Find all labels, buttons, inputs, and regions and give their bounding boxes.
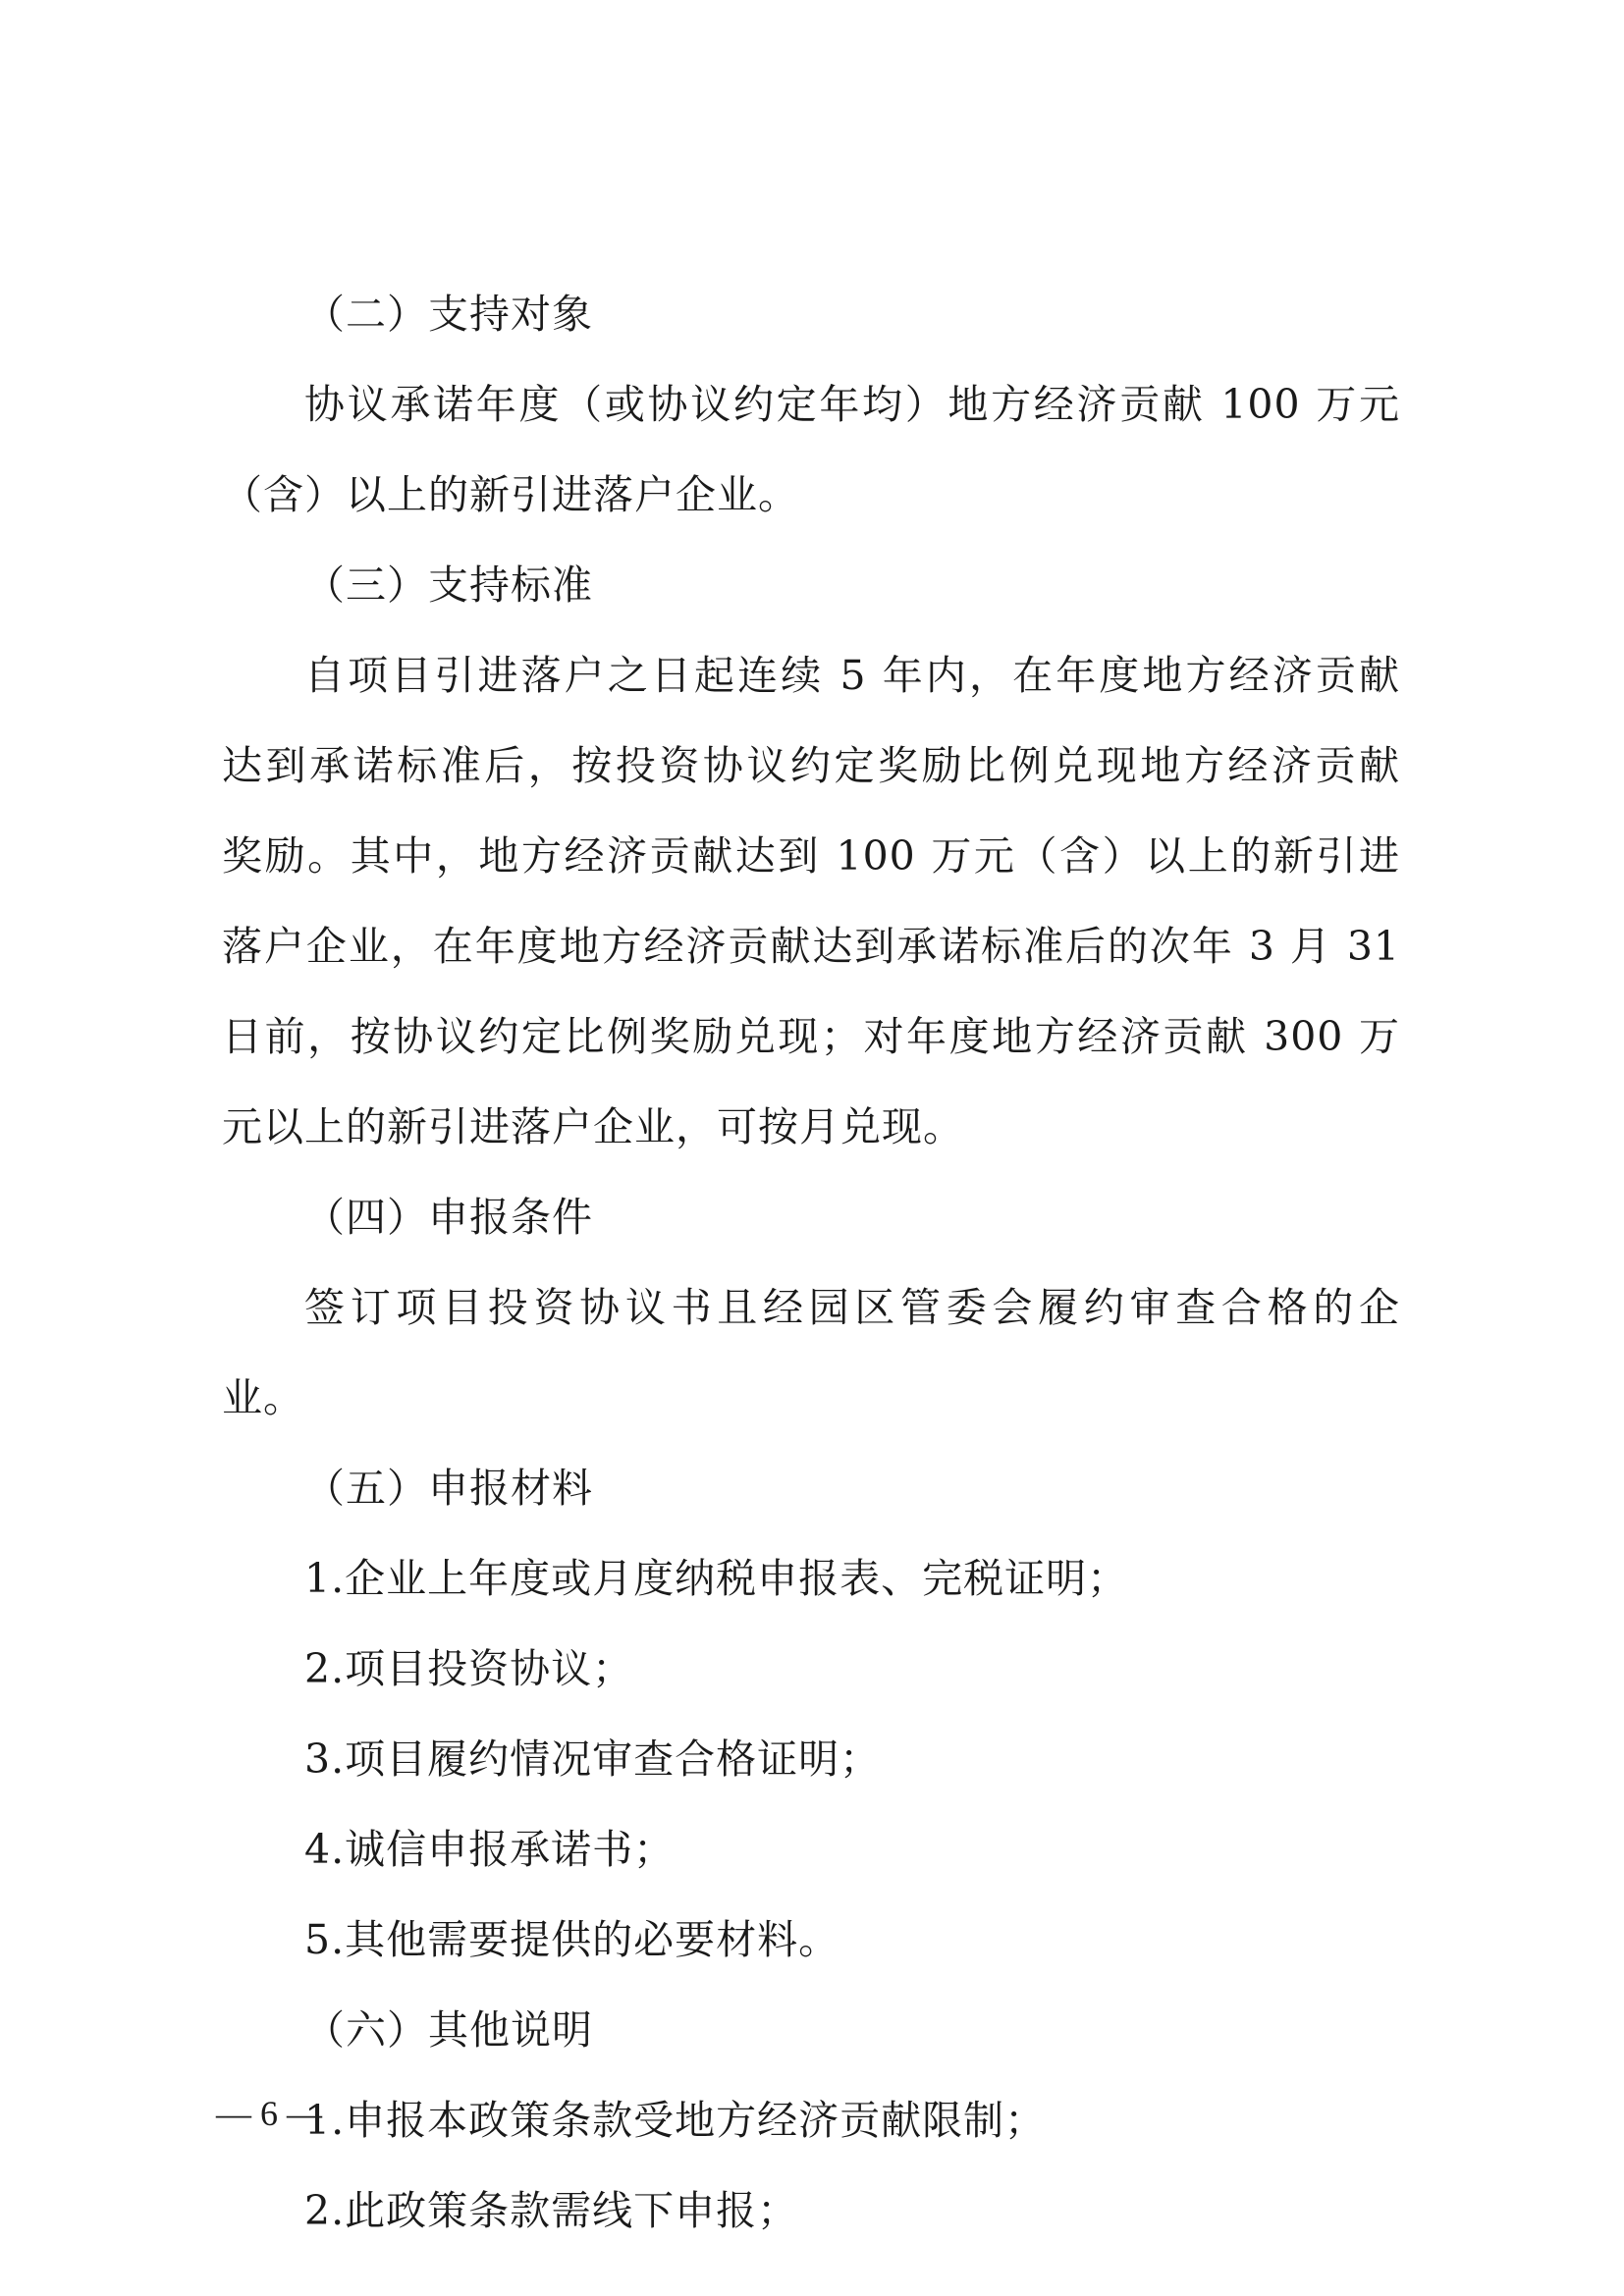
paragraph-line: （含）以上的新引进落户企业。: [222, 471, 799, 518]
section-heading-support-standard: （三）支持标准: [304, 561, 593, 609]
section-heading-support-target: （二）支持对象: [304, 291, 593, 338]
paragraph-line: 达到承诺标准后，按投资协议约定奖励比例兑现地方经济贡献: [222, 742, 1400, 789]
paragraph-line: 日前，按协议约定比例奖励兑现；对年度地方经济贡献 300 万: [222, 1013, 1400, 1060]
section-heading-application-conditions: （四）申报条件: [304, 1194, 593, 1241]
paragraph-line: 奖励。其中，地方经济贡献达到 100 万元（含）以上的新引进: [222, 832, 1400, 880]
list-item: 1.企业上年度或月度纳税申报表、完税证明；: [304, 1555, 1129, 1602]
section-heading-other-notes: （六）其他说明: [304, 2006, 593, 2054]
list-item: 4.诚信申报承诺书；: [304, 1826, 676, 1873]
paragraph-line: 元以上的新引进落户企业，可按月兑现。: [222, 1103, 964, 1150]
paragraph-line: 自项目引进落户之日起连续 5 年内，在年度地方经济贡献: [304, 652, 1400, 699]
page-number: — 6 —: [216, 2094, 322, 2133]
list-item: 1.申报本政策条款受地方经济贡献限制；: [304, 2097, 1047, 2144]
section-heading-application-materials: （五）申报材料: [304, 1465, 593, 1512]
list-item: 2.此政策条款需线下申报；: [304, 2187, 799, 2234]
paragraph-line: 协议承诺年度（或协议约定年均）地方经济贡献 100 万元: [304, 381, 1400, 428]
paragraph-line: 业。: [222, 1374, 304, 1421]
paragraph-line: 落户企业，在年度地方经济贡献达到承诺标准后的次年 3 月 31: [222, 923, 1400, 970]
list-item: 2.项目投资协议；: [304, 1645, 634, 1692]
paragraph-line: 签订项目投资协议书且经园区管委会履约审查合格的企: [304, 1284, 1400, 1331]
list-item: 5.其他需要提供的必要材料。: [304, 1916, 840, 1963]
list-item: 3.项目履约情况审查合格证明；: [304, 1735, 882, 1783]
